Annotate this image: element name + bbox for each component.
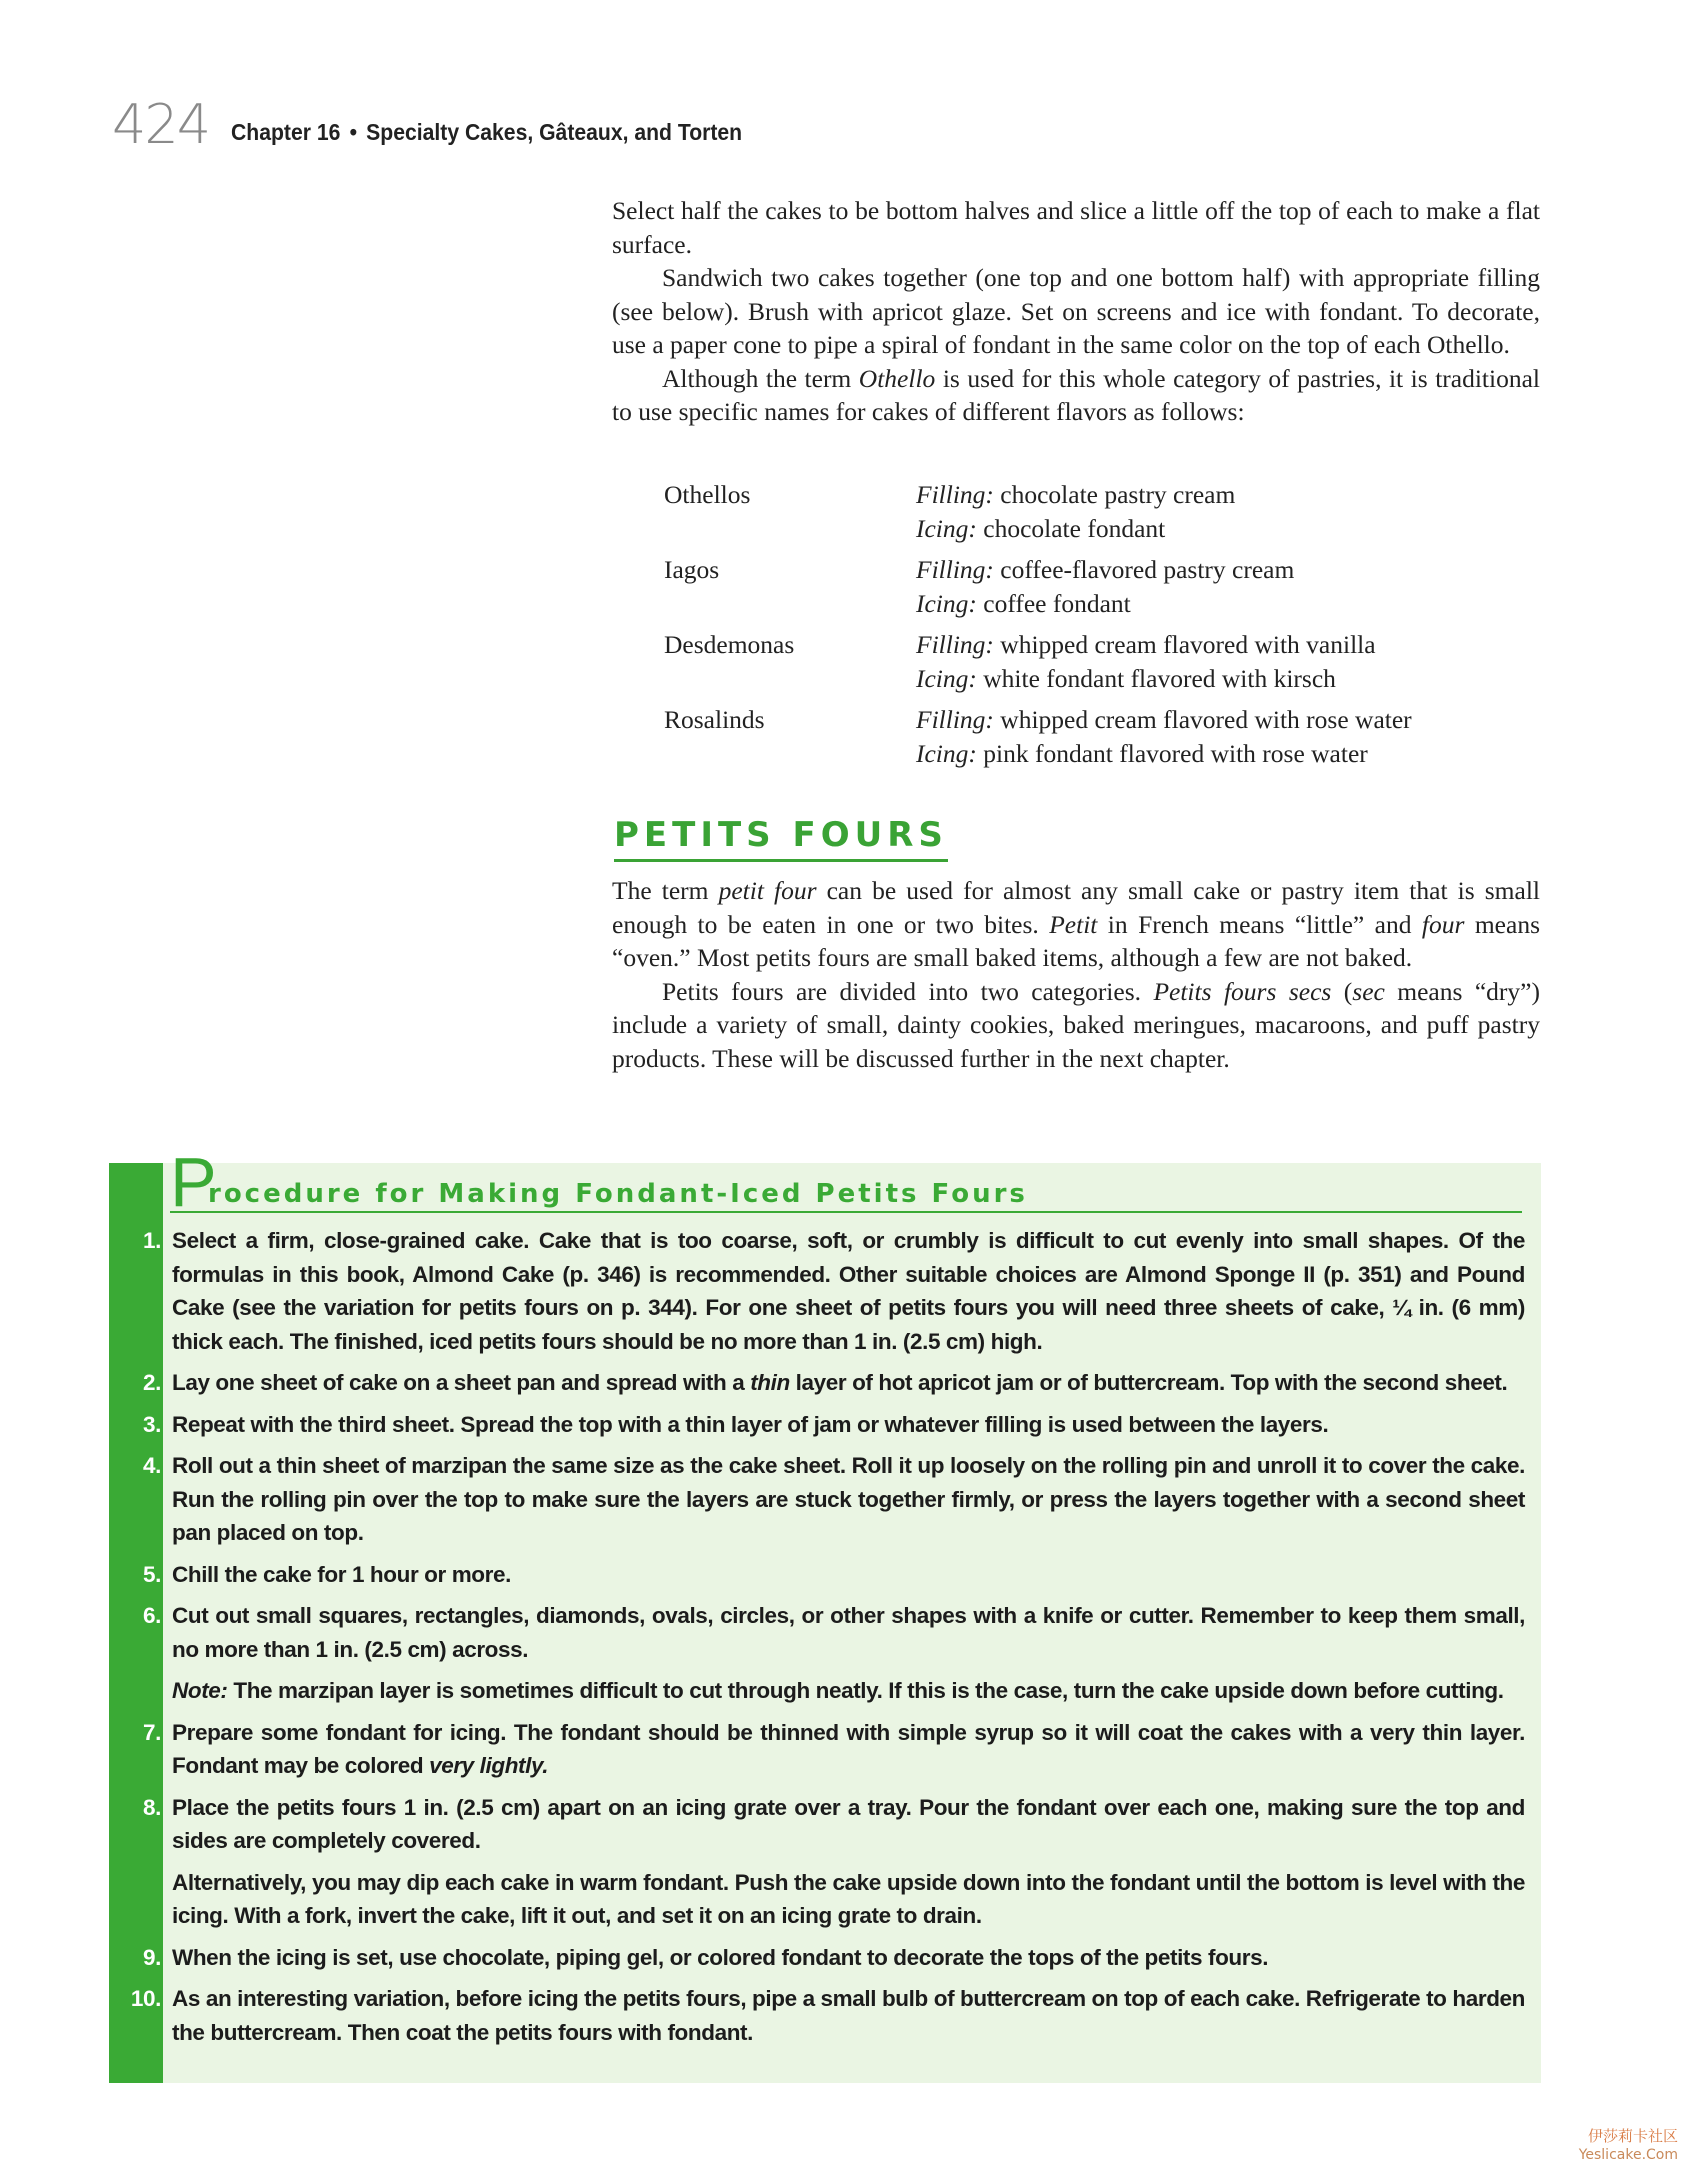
step-number: 7. (143, 1719, 161, 1745)
step-text: Place the petits fours 1 in. (2.5 cm) apart on an icing grate over a tray. Pour the fondant over each one, making sure the top and sides are completely covered. (172, 1794, 1525, 1853)
step-text: Roll out a thin sheet of marzipan the same size as the cake sheet. Roll it up loosely on the rolling pin and unroll it to cover the cake. Run the rolling pin over the top to make sure the layers are stuck together firmly, or press the layers together with a second sheet pan placed on top. (172, 1453, 1525, 1545)
step-text: Lay one sheet of cake on a sheet pan and spread with a thin layer of hot apricot jam or of buttercream. Top with the second sheet. (172, 1370, 1508, 1395)
step-text: Select a firm, close-grained cake. Cake that is too coarse, soft, or crumbly is difficult to cut evenly into small shapes. Of the formulas in this book, Almond Cake (p. 346) is recommended. Other suitable choices are Almond Sponge II (p. 351) and Pound Cake (see the variation for petits fours on p. 344). For one sheet of petits fours you will need three sheets of cake, ¼ in. (6 mm) thick each. The finished, iced petits fours should be no more than 1 in. (2.5 cm) high. (172, 1228, 1525, 1354)
step-number: 6. (143, 1603, 161, 1628)
watermark-line-1: 伊莎莉卡社区 (1587, 2127, 1678, 2145)
procedure-step-continuation (109, 1866, 1541, 1933)
othello-para-2: Sandwich two cakes together (one top and one bottom half) with appropriate filling (see below). Brush with apricot glaze. Set on screens and ice with fondant. To decorate, use a paper cone to pipe a spiral of fondant in the same color on the top of each Othello. (612, 263, 1540, 359)
step-text: Repeat with the third sheet. Spread the top with a thin layer of jam or whatever filling is used between the layers. (172, 1411, 1329, 1437)
procedure-step (109, 1408, 1541, 1442)
step-number: 3. (143, 1411, 161, 1437)
step-text: Cut out small squares, rectangles, diamonds, ovals, circles, or other shapes with a knife or cutter. Remember to keep them small, no more than 1 in. (2.5 cm) across. (172, 1603, 1525, 1662)
step-text: Alternatively, you may dip each cake in warm fondant. Push the cake upside down into the fondant until the bottom is level with the icing. With a fork, invert the cake, lift it out, and set it on an icing grate to drain. (172, 1869, 1525, 1928)
othello-text (612, 194, 1540, 429)
procedure-step (109, 1366, 1541, 1400)
step-text: Prepare some fondant for icing. The fondant should be thinned with simple syrup so it will coat the cakes with a very thin layer. Fondant may be colored very lightly. (172, 1719, 1525, 1778)
running-head (231, 119, 742, 146)
procedure-title-initial: P (170, 1143, 217, 1221)
chapter-label: Chapter 16 (231, 119, 341, 145)
step-number: 2. (143, 1370, 161, 1395)
watermark (1579, 2127, 1678, 2165)
variety-desc: Filling: whipped cream flavored with rose water Icing: pink fondant flavored with rose water (916, 705, 1412, 768)
variety-name: Iagos (664, 555, 720, 584)
step-number: 5. (143, 1561, 161, 1587)
step-number: 9. (143, 1944, 161, 1970)
petits-fours-para-2: Petits fours are divided into two categories. Petits fours secs (sec means “dry”) include a variety of small, dainty cookies, baked meringues, macaroons, and puff pastry products. These will be discussed further in the next chapter. (612, 976, 1540, 1073)
section-heading: PETITS FOURS (614, 815, 948, 862)
petits-fours-para-1: The term petit four can be used for almost any small cake or pastry item that is small enough to be eaten in one or two bites. Petit in French means “little” and four means “oven.” Most petits fours are small baked items, although a few are not baked. (612, 876, 1540, 972)
step-number: 10. (130, 1986, 161, 2011)
variety-name: Othellos (664, 480, 751, 509)
chapter-title: Specialty Cakes, Gâteaux, and Torten (366, 119, 743, 145)
varieties-table (664, 478, 1544, 778)
step-text: As an interesting variation, before icing the petits fours, pipe a small bulb of buttercream on top of each cake. Refrigerate to harden the buttercream. Then coat the petits fours with fondant. (172, 1986, 1525, 2045)
variety-row (664, 553, 1544, 620)
page-number: 424 (112, 93, 210, 156)
petits-fours-text (612, 874, 1540, 1075)
variety-row (664, 628, 1544, 695)
step-text: When the icing is set, use chocolate, piping gel, or colored fondant to decorate the tops of the petits fours. (172, 1944, 1269, 1970)
bullet-separator: • (349, 119, 358, 145)
procedure-step (109, 1982, 1541, 2049)
procedure-steps (109, 1224, 1541, 2057)
variety-name: Rosalinds (664, 705, 765, 734)
watermark-line-2: Yeslicake.Com (1578, 2147, 1678, 2163)
procedure-step (109, 1224, 1541, 1358)
variety-name: Desdemonas (664, 630, 795, 659)
procedure-note (109, 1674, 1541, 1708)
variety-row (664, 478, 1544, 545)
variety-desc: Filling: chocolate pastry cream Icing: chocolate fondant (916, 480, 1236, 543)
running-header (112, 92, 787, 156)
procedure-step (109, 1558, 1541, 1592)
procedure-step (109, 1599, 1541, 1666)
procedure-title-text: rocedure for Making Fondant-Iced Petits Fours (208, 1179, 1028, 1209)
procedure-title (170, 1143, 1522, 1221)
variety-desc: Filling: whipped cream flavored with vanilla Icing: white fondant flavored with kirsch (916, 630, 1376, 693)
procedure-step (109, 1716, 1541, 1783)
variety-desc: Filling: coffee-flavored pastry cream Icing: coffee fondant (916, 555, 1295, 618)
othello-para-3: Although the term Othello is used for this whole category of pastries, it is traditional to use specific names for cakes of different flavors as follows: (612, 363, 1540, 426)
step-number: 4. (143, 1453, 161, 1478)
step-text: Chill the cake for 1 hour or more. (172, 1561, 511, 1587)
note-text: Note: The marzipan layer is sometimes difficult to cut through neatly. If this is the case, turn the cake upside down before cutting. (172, 1678, 1504, 1703)
step-number: 8. (143, 1794, 161, 1820)
othello-para-1: Select half the cakes to be bottom halves and slice a little off the top of each to make a flat surface. (612, 196, 1540, 259)
step-number: 1. (143, 1228, 161, 1253)
procedure-step (109, 1791, 1541, 1858)
variety-row (664, 703, 1544, 770)
procedure-step (109, 1941, 1541, 1975)
procedure-step (109, 1449, 1541, 1550)
